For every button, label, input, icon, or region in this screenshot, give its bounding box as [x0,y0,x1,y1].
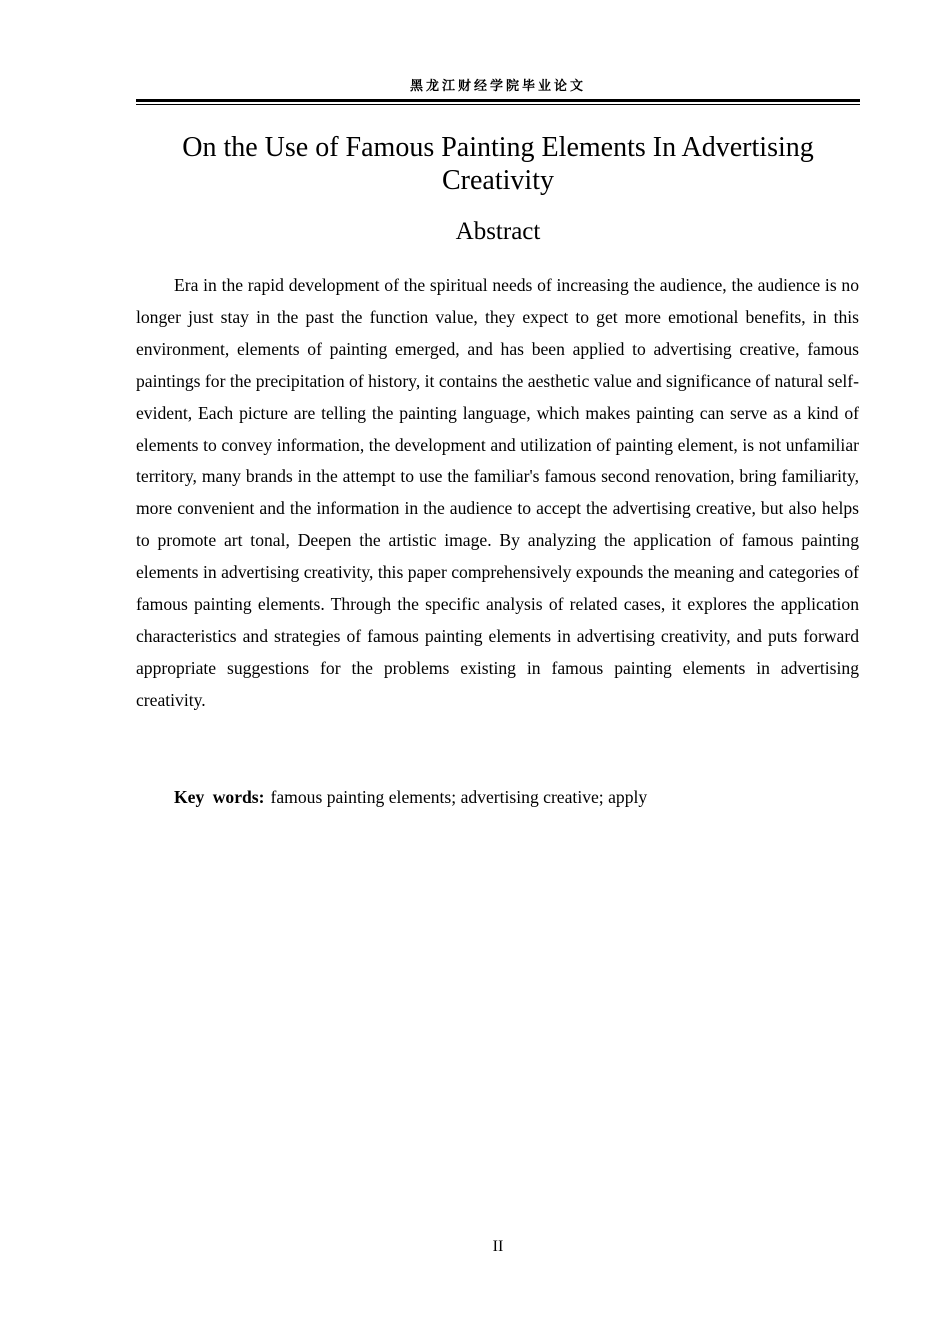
abstract-heading: Abstract [455,218,541,245]
running-header: 黑龙江财经学院毕业论文 [409,79,586,94]
page-number: II [492,1238,504,1255]
keywords-label: Key words: [174,787,265,807]
paper-title: On the Use of Famous Painting Elements In Advertising Creativity [182,132,814,196]
header-rule-thick [136,99,860,102]
keywords-line [174,783,647,811]
abstract-paragraph: Era in the rapid development of the spiritual needs of increasing the audience, the audience is no longer just stay in the past the function value, they expect to get more emotional benefits, in this environment, elements of painting emerged, and has been applied to advertising creative, famous paintings for the precipitation of history, it contains the aesthetic value and significance of natural self-evident, Each picture are telling the painting language, which makes painting can serve as a kind of elements to convey information, the development and utilization of painting element, is not unfamiliar territory, many brands in the attempt to use the familiar's famous second renovation, bring familiarity, more convenient and the information in the audience to accept the advertising creative, but also helps to promote art tonal, Deepen the artistic image. By analyzing the application of famous painting elements in advertising creativity, this paper comprehensively expounds the meaning and categories of famous painting elements. Through the specific analysis of related cases, it explores the application characteristics and strategies of famous painting elements in advertising creativity, and puts forward appropriate suggestions for the problems existing in famous painting elements in advertising creativity. [136,275,859,710]
header-rule-thin [136,104,860,105]
keywords-text: famous painting elements; advertising creative; apply [270,787,648,807]
